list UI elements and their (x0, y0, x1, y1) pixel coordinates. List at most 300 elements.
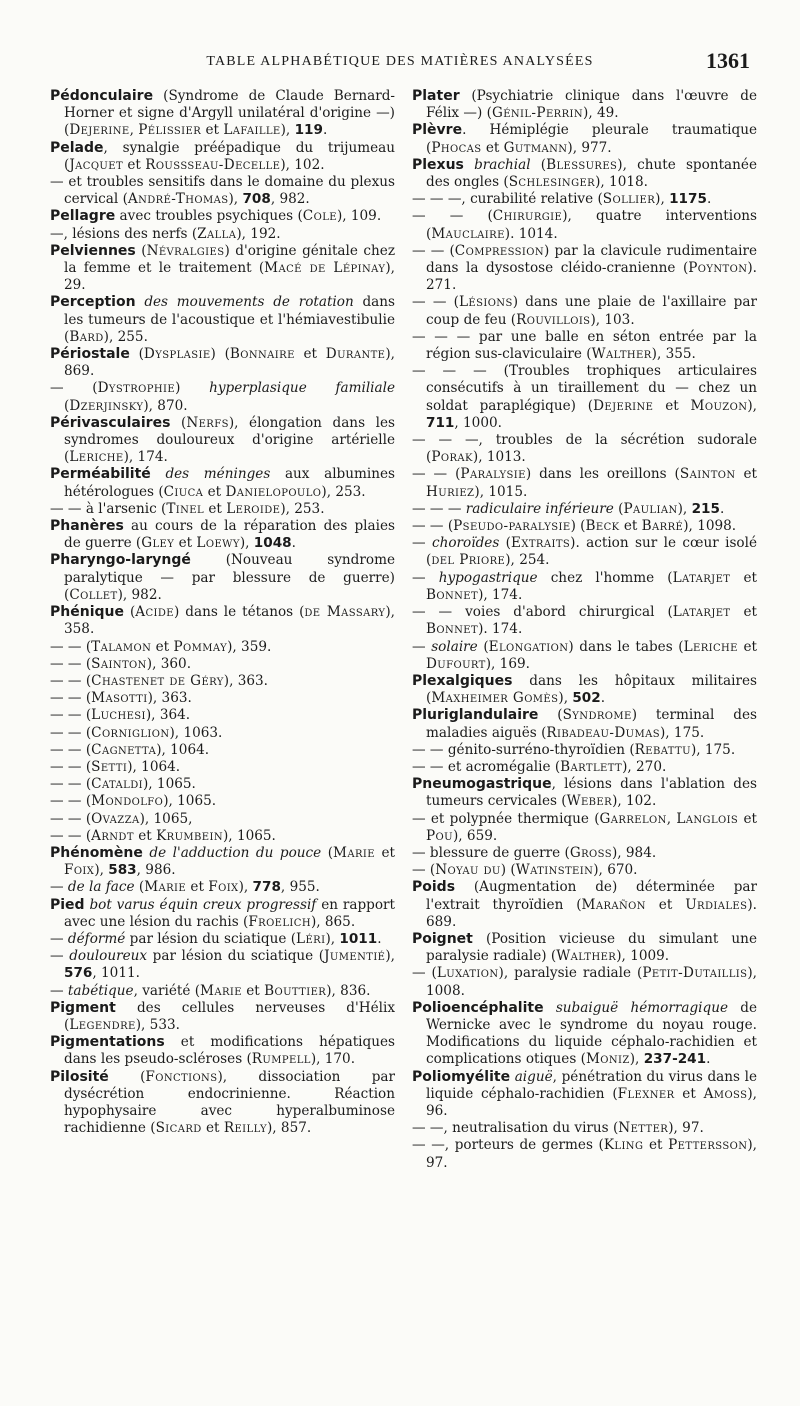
bold-page-ref: 1011 (339, 930, 378, 947)
entry-text: et (123, 156, 146, 173)
author-name: Chastenet de Géry (91, 672, 224, 689)
entry-text: . Hémiplégie pleurale traumatique ( (426, 122, 757, 156)
entry-text: — ( (412, 862, 436, 879)
entry-text: ), 1008. (426, 965, 757, 999)
entry-text: — — ( (50, 672, 92, 689)
entry-text: ), (747, 397, 757, 414)
index-entry (50, 811, 395, 828)
entry-text: —, lésions des nerfs ( (50, 225, 198, 242)
entry-text: ( (170, 414, 187, 431)
entry-text: — — ( (50, 741, 92, 758)
index-entry (412, 432, 757, 466)
entry-text: et (481, 139, 504, 156)
entry-text (151, 466, 166, 482)
entry-text: ), 1013. (472, 449, 526, 466)
index-entry (412, 639, 757, 673)
entry-text: — — ( (50, 690, 92, 707)
entry-text: ), (629, 1051, 644, 1068)
author-name: Chirurgie (492, 208, 563, 225)
author-name: Pou (426, 827, 453, 844)
entry-text: ), quatre interventions ( (426, 208, 757, 242)
headword: Pilosité (50, 1068, 109, 1085)
entry-text: ), 103. (590, 311, 635, 328)
entry-text: et (241, 982, 265, 999)
author-name: Poynton (688, 260, 748, 277)
entry-text: — — ( (50, 758, 92, 775)
headword: Perméabilité (50, 466, 151, 483)
entry-text: ), 174. (478, 586, 523, 603)
entry-text: ) dans les oreillons ( (525, 466, 680, 483)
index-entry (412, 157, 757, 191)
headword: Poignet (412, 930, 473, 947)
author-name: Collet (69, 586, 118, 603)
entry-text: ), 359. (227, 638, 272, 655)
author-name: Leriche (69, 449, 124, 466)
headword: Phanères (50, 518, 124, 535)
index-entry (412, 707, 757, 741)
entry-text: ), 175. (690, 741, 736, 758)
entry-text: ), dissociation par dysécrétion endocrinienne. Réaction hypophysaire avec hyperalbuminose rachidienne ( (64, 1068, 395, 1137)
entry-text: ), 1064. (127, 758, 181, 775)
author-name: Cataldi (91, 776, 143, 793)
entry-text: — — ( (412, 466, 461, 483)
index-entry (412, 570, 757, 604)
author-name: Froelich (248, 913, 311, 930)
author-name: Urdiales (685, 896, 748, 913)
author-name: Blessures (546, 156, 618, 173)
entry-text: ), 174. (123, 449, 168, 466)
index-entry (50, 759, 395, 776)
headword: Pharyngo-laryngé (50, 552, 191, 569)
author-name: Huriez (426, 483, 475, 500)
entry-text: ( (477, 638, 489, 655)
author-name: Bonnet (426, 621, 479, 638)
italic-term: choroïdes (431, 535, 500, 552)
index-entry (50, 793, 395, 810)
index-entry (50, 415, 395, 467)
entry-text: ( (108, 1068, 146, 1085)
index-entry (50, 552, 395, 604)
index-entry (50, 879, 395, 896)
entry-text: ( (64, 397, 70, 414)
index-entry (412, 535, 757, 569)
author-name: Paulian (623, 500, 678, 517)
entry-text: au cours de la réparation des plaies de guerre ( (64, 518, 395, 552)
author-name: Dystrophie (97, 380, 176, 397)
index-entry (412, 122, 757, 156)
index-entry (50, 845, 395, 879)
entry-text: — (412, 569, 439, 586)
entry-text: ), 1064. (156, 741, 210, 758)
entry-text: ), 358. (64, 604, 395, 638)
entry-text: ), 253. (280, 500, 325, 517)
author-name: Moniz (585, 1051, 630, 1068)
entry-text: ), 109. (336, 208, 382, 225)
entry-text: et (151, 638, 174, 655)
entry-text: ( (321, 844, 334, 861)
entry-text: ), 836. (326, 982, 371, 999)
index-entry (412, 294, 757, 328)
author-name: Mouzon (690, 397, 748, 414)
headword: Plater (412, 88, 460, 104)
entry-text: ). 271. (426, 260, 757, 294)
index-entry (50, 174, 395, 208)
entry-text: — (50, 982, 68, 999)
author-name: Barré (641, 518, 684, 535)
index-entry (412, 1069, 757, 1121)
headword: Périvasculaires (50, 414, 171, 431)
author-name: Noyau du (435, 862, 501, 879)
italic-term: solaire (431, 638, 478, 655)
entry-text: — et troubles sensitifs dans le domaine du plexus cervical ( (50, 174, 395, 208)
bold-page-ref: 708 (242, 191, 271, 208)
headword: Plexus (412, 156, 464, 173)
author-name: Compression (454, 242, 545, 259)
entry-text: . (706, 191, 712, 208)
entry-text (464, 157, 474, 173)
author-name: Walther (556, 948, 617, 965)
index-entry (412, 501, 757, 518)
author-name: Maxheimer Gomès (431, 690, 559, 707)
entry-text: — — ( (412, 242, 455, 259)
entry-text: et (674, 1085, 704, 1102)
index-entry (412, 1000, 757, 1069)
entry-text: ), (325, 930, 340, 947)
entry-text: ) dans une plaie de l'axillaire par coup de feu ( (426, 294, 757, 328)
entry-text: — (50, 948, 70, 965)
entry-text: ), 97. (668, 1120, 704, 1137)
entry-text: par lésion du sciatique ( (125, 930, 297, 947)
entry-text: et (204, 500, 227, 517)
author-name: Sicard (155, 1120, 202, 1137)
entry-text: — — à l'arsenic ( (50, 500, 167, 517)
entry-text: — ( (50, 380, 98, 397)
index-entry (412, 673, 757, 707)
entry-text: ), 1018. (595, 174, 648, 191)
author-name: Watinstein (515, 862, 594, 879)
index-entry (412, 879, 757, 931)
italic-term: subaiguë hémorragique (555, 999, 728, 1016)
entry-text: ), 982. (117, 586, 162, 603)
entry-text: en rapport avec une lésion du rachis ( (64, 896, 395, 930)
entry-text: , 982. (270, 191, 310, 208)
index-entry (412, 363, 757, 432)
entry-text: et (730, 569, 757, 586)
index-entry (50, 707, 395, 724)
entry-text: — — ( (50, 827, 92, 844)
entry-text: dans les tumeurs de l'acoustique et l'hémiavestibulie ( (64, 294, 395, 345)
entry-text: — — ( (50, 810, 92, 827)
author-name: Cole (302, 208, 337, 225)
entry-text: — — ( (50, 707, 92, 724)
index-entry (50, 931, 395, 948)
entry-text: et (619, 518, 642, 535)
entry-text: ), 169. (485, 655, 530, 672)
author-name: Latarjet (672, 604, 731, 621)
author-name: Cagnetta (91, 741, 157, 758)
index-entry (412, 88, 757, 122)
entry-text: ), (677, 500, 692, 517)
entry-text: ), (385, 948, 395, 965)
author-name: Jacquet (69, 156, 124, 173)
index-entry (412, 1137, 757, 1171)
author-name: Kling (603, 1137, 644, 1154)
entry-text: — — —, curabilité relative ( (412, 191, 603, 208)
index-entry (412, 759, 757, 776)
page-header (40, 48, 760, 76)
entry-text: ), 977. (567, 139, 612, 156)
headword: Pédonculaire (50, 88, 154, 104)
index-entry (50, 518, 395, 552)
entry-text: ( (613, 500, 624, 517)
entry-text: — — ( (412, 518, 454, 535)
entry-text: ). 1014. (504, 225, 558, 242)
index-entry (412, 466, 757, 500)
entry-text: ), 255. (103, 328, 148, 345)
entry-text: et (186, 879, 209, 896)
entry-text: — (50, 879, 68, 896)
entry-text: ), 49. (583, 105, 619, 122)
entry-text: . (719, 500, 725, 517)
author-name: Setti (91, 758, 128, 775)
running-title: TABLE ALPHABÉTIQUE DES MATIÈRES ANALYSÉES (206, 54, 594, 69)
author-name: Walther (591, 346, 652, 363)
author-name: Fonctions (145, 1068, 218, 1085)
index-entry (412, 811, 757, 845)
entry-text: ). 689. (426, 896, 757, 930)
entry-text: — et polypnée thermique ( (412, 810, 600, 827)
entry-text: , 955. (280, 879, 320, 896)
entry-text: et (735, 466, 757, 483)
author-name: Bonnet (426, 586, 479, 603)
entry-text: ) par la clavicule rudimentaire dans la dysostose cléido-cranienne ( (426, 242, 757, 277)
headword: Plèvre (412, 122, 463, 139)
author-name: Nerfs (186, 414, 229, 431)
entry-text (136, 294, 145, 310)
index-entry (50, 208, 395, 225)
entry-text: ) dans le tabes ( (568, 638, 684, 655)
entry-text: ), 254. (505, 552, 550, 569)
entry-text: ), 96. (426, 1085, 757, 1119)
author-name: Dzerjinsky (69, 397, 144, 414)
entry-text: et (653, 397, 691, 414)
entry-text: ( (499, 535, 511, 552)
entry-text: ) ( (570, 518, 586, 535)
entry-text: (Psychiatrie clinique dans l'œuvre de Félix —) ( (426, 88, 757, 122)
index-entry (412, 931, 757, 965)
italic-term: des méninges (165, 466, 271, 483)
headword: Périostale (50, 346, 130, 363)
entry-text: (Position vicieuse du simulant une paralysie radiale) ( (426, 930, 757, 965)
headword: Pelade (50, 139, 104, 156)
index-entry (412, 191, 757, 208)
italic-term: des mouvements de rotation (144, 294, 354, 311)
entry-text: , synalgie préépadique du trijumeau ( (64, 139, 395, 173)
index-entry (50, 776, 395, 793)
headword: Pelviennes (50, 242, 136, 259)
index-entry (50, 725, 395, 742)
entry-text: ), 29. (64, 260, 395, 294)
headword: Perception (50, 294, 136, 311)
headword: Pluriglandulaire (412, 707, 539, 724)
author-name: Bonnaire (229, 346, 295, 363)
entry-text: — —, porteurs de germes ( (412, 1137, 604, 1154)
bold-page-ref: 237-241 (643, 1051, 707, 1068)
headword: Phénique (50, 604, 124, 621)
entry-text: et (203, 483, 226, 500)
index-entry (50, 88, 395, 140)
bold-page-ref: 1048 (253, 535, 292, 552)
italic-term: déformé (67, 930, 126, 947)
index-entry (50, 1000, 395, 1034)
entry-text: . (322, 122, 328, 139)
author-name: Zalla (197, 225, 237, 242)
index-entry (412, 604, 757, 638)
entry-text: ) d'origine génitale chez la femme et le traitement ( (64, 242, 395, 277)
author-name: Sainton (91, 655, 147, 672)
author-name: Pélissier (138, 122, 202, 139)
entry-text: ), 865. (310, 913, 356, 930)
headword: Plexalgiques (412, 672, 513, 689)
entry-text: — — — (Troubles trophiques articulaires consécutifs à un tiraillement du — chez un soldat paraplégique) ( (412, 363, 757, 414)
index-entry (50, 501, 395, 518)
author-name: Léri (296, 930, 326, 947)
page-number: 1361 (706, 48, 750, 73)
entry-text: ), 1065. (223, 827, 276, 844)
author-name: Tinel (166, 500, 205, 517)
index-entry (50, 1034, 395, 1068)
author-name: Reilly (223, 1120, 267, 1137)
entry-text: ), 869. (64, 346, 395, 380)
entry-text: et modifications hépatiques dans les pseudo-scléroses ( (64, 1034, 395, 1068)
italic-term: de la face (67, 879, 135, 896)
entry-text: ). 174. (478, 621, 523, 638)
entry-text: ), (94, 862, 109, 879)
index-entry (50, 243, 395, 295)
entry-text: — — ( (50, 655, 92, 672)
entry-text: — (412, 638, 432, 655)
author-name: Marie (144, 879, 187, 896)
italic-term: douloureux (69, 948, 148, 965)
author-name: Gutmann (503, 139, 568, 156)
author-name: Lafaille (223, 122, 281, 139)
entry-text: ), 1098. (683, 518, 737, 535)
index-entry (50, 656, 395, 673)
index-entry (50, 380, 395, 414)
bold-page-ref: 778 (252, 879, 281, 896)
italic-term: aiguë (514, 1068, 553, 1085)
entry-text: . (706, 1051, 711, 1068)
headword: Pellagre (50, 208, 116, 225)
entry-text: . (600, 690, 606, 707)
author-name: Rumpell (251, 1051, 311, 1068)
left-column (50, 88, 395, 1137)
author-name: de Massary (304, 604, 386, 621)
author-name: Weber (566, 793, 613, 810)
author-name: Gross (569, 844, 612, 861)
author-name: Marie (333, 844, 375, 861)
headword: Pigment (50, 999, 116, 1016)
entry-text: , lésions dans l'ablation des tumeurs cervicales ( (426, 776, 757, 810)
author-name: Luchesi (91, 707, 146, 724)
author-name: Danielopoulo (225, 483, 322, 500)
author-name: Corniglion (91, 724, 170, 741)
author-name: Mauclaire (431, 225, 505, 242)
entry-text: ( (135, 242, 147, 259)
entry-text: ), (280, 122, 295, 139)
entry-text: ), 533. (135, 1016, 180, 1033)
entry-text: ( (538, 707, 563, 724)
index-entry (50, 948, 395, 982)
entry-text: ), (228, 191, 243, 208)
entry-text: , pénétration du virus dans le liquide céphalo-rachidien ( (426, 1068, 757, 1102)
italic-term: bot varus équin creux progressif (89, 896, 317, 913)
author-name: Ovazza (91, 810, 140, 827)
bold-page-ref: 502 (572, 690, 601, 707)
author-name: Ciuca (163, 483, 204, 500)
entry-text: ( (530, 156, 547, 173)
author-name: Loewy (196, 535, 240, 552)
index-entry (50, 346, 395, 380)
entry-text: ), (239, 535, 254, 552)
entry-text: et (643, 1137, 669, 1154)
index-entry (50, 983, 395, 1000)
entry-text: et (201, 122, 224, 139)
author-name: Talamon (91, 638, 152, 655)
author-name: del Priore (431, 552, 506, 569)
entry-text: ( (129, 346, 144, 363)
author-name: Masotti (91, 690, 148, 707)
entry-text: ), 857. (266, 1120, 312, 1137)
headword: Poids (412, 879, 456, 896)
entry-text: et (294, 346, 326, 363)
author-name: Legendre (69, 1016, 136, 1033)
index-entry (412, 1120, 757, 1137)
author-name: Phocas (431, 139, 482, 156)
entry-text: — — —, troubles de la sécrétion sudorale ( (412, 432, 757, 466)
entry-text: ), 984. (611, 844, 657, 861)
entry-text: ) (175, 380, 210, 397)
entry-text (544, 1000, 556, 1016)
index-entry (412, 965, 757, 999)
index-entry (50, 639, 395, 656)
entry-text: — — voies d'abord chirurgical ( (412, 604, 673, 621)
entry-text: ), (655, 191, 670, 208)
author-name: Macé de Lépinay (264, 260, 386, 277)
entry-text: — —, neutralisation du virus ( (412, 1120, 619, 1137)
author-name: Arndt (91, 827, 134, 844)
entry-text: ), chute spontanée des ongles ( (426, 156, 757, 191)
entry-text: ), 355. (651, 346, 696, 363)
right-column (412, 88, 757, 1172)
author-name: Marañon (581, 896, 646, 913)
entry-text: (Syndrome de Claude Bernard-Horner et signe d'Argyll unilatéral d'origine —) ( (64, 88, 395, 139)
author-name: Bartlett (560, 758, 623, 775)
entry-text: ), 364. (145, 707, 191, 724)
italic-term: radiculaire inférieure (465, 500, 614, 517)
author-name: Bard (69, 328, 104, 345)
author-name: Sollier (602, 191, 656, 208)
entry-text: des cellules nerveuses d'Hélix ( (64, 999, 395, 1033)
author-name: Latarjet (672, 569, 731, 586)
entry-text: , 986. (136, 862, 176, 879)
entry-text: , 1011. (92, 965, 140, 982)
author-name: Rouvillois (516, 311, 591, 328)
entry-text: — — ( (50, 724, 92, 741)
entry-text: ), 102. (280, 156, 325, 173)
italic-term: hyperplasique familiale (209, 380, 396, 397)
author-name: Flexner (617, 1085, 675, 1102)
